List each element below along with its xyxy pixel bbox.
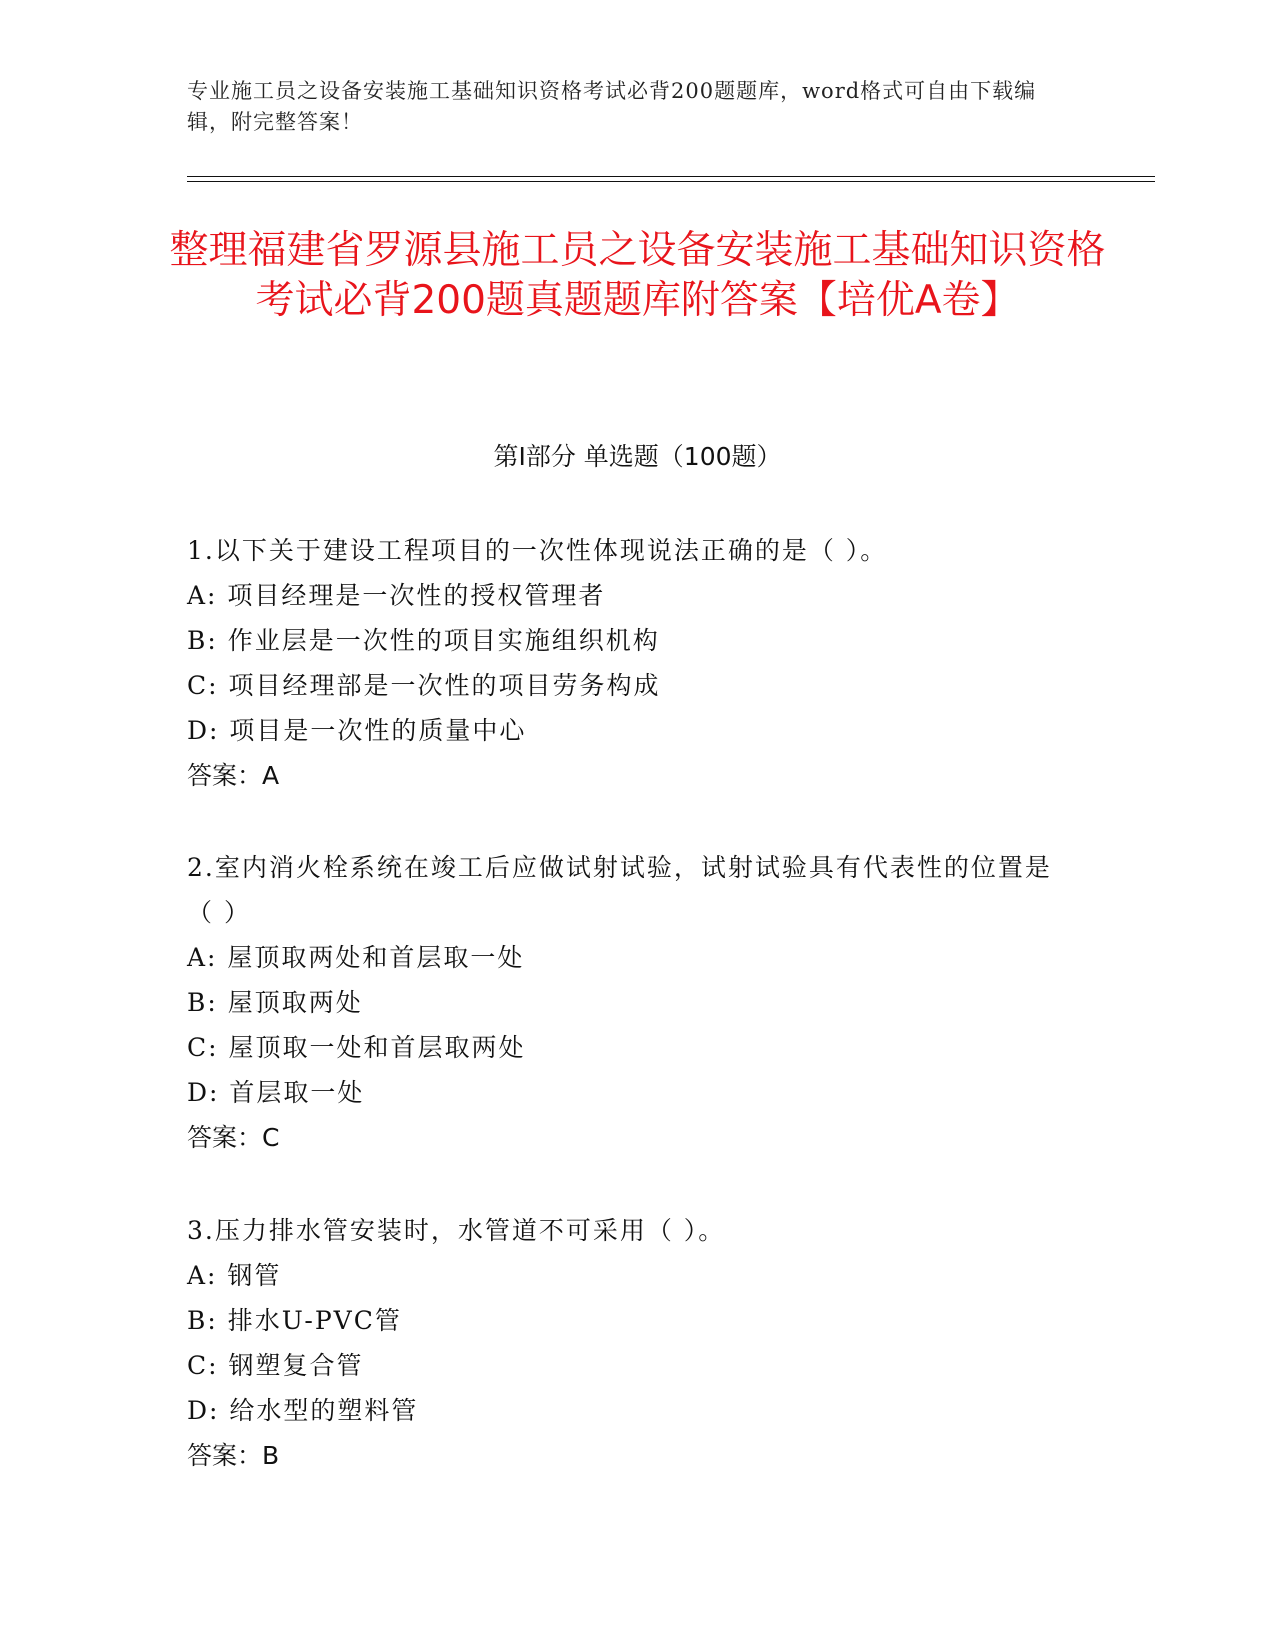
- option-c: C: 项目经理部是一次性的项目劳务构成: [187, 671, 661, 700]
- option-d: D: 首层取一处: [187, 1078, 365, 1107]
- question-stem: 3.压力排水管安装时，水管道不可采用（ ）。: [187, 1216, 726, 1245]
- option-d: D: 给水型的塑料管: [187, 1396, 419, 1425]
- question-stem: 2.室内消火栓系统在竣工后应做试射试验，试射试验具有代表性的位置是（ ）: [187, 853, 1052, 927]
- option-b: B: 排水U-PVC管: [187, 1306, 402, 1335]
- answer: 答案：C: [187, 1123, 280, 1152]
- header-divider-bottom: [187, 181, 1155, 182]
- option-b: B: 作业层是一次性的项目实施组织机构: [187, 626, 660, 655]
- option-a: A: 屋顶取两处和首层取一处: [187, 943, 525, 972]
- option-a: A: 项目经理是一次性的授权管理者: [187, 581, 606, 610]
- document-title: 整理福建省罗源县施工员之设备安装施工基础知识资格考试必背200题真题题库附答案【培优A卷】: [169, 228, 1106, 323]
- option-c: C: 钢塑复合管: [187, 1351, 364, 1380]
- question-stem: 1.以下关于建设工程项目的一次性体现说法正确的是（ ）。: [187, 536, 888, 565]
- option-b: B: 屋顶取两处: [187, 988, 363, 1017]
- option-d: D: 项目是一次性的质量中心: [187, 716, 527, 745]
- header-divider-top: [187, 176, 1155, 177]
- question-2: [187, 845, 1067, 1160]
- answer: 答案：A: [187, 761, 280, 790]
- question-3: [187, 1208, 1067, 1478]
- section-title: 第I部分 单选题（100题）: [493, 442, 782, 471]
- option-c: C: 屋顶取一处和首层取两处: [187, 1033, 526, 1062]
- question-1: [187, 528, 1067, 798]
- header-note: 专业施工员之设备安装施工基础知识资格考试必背200题题库，word格式可自由下载编辑，附完整答案！: [187, 79, 1037, 134]
- answer: 答案：B: [187, 1441, 280, 1470]
- option-a: A: 钢管: [187, 1261, 282, 1290]
